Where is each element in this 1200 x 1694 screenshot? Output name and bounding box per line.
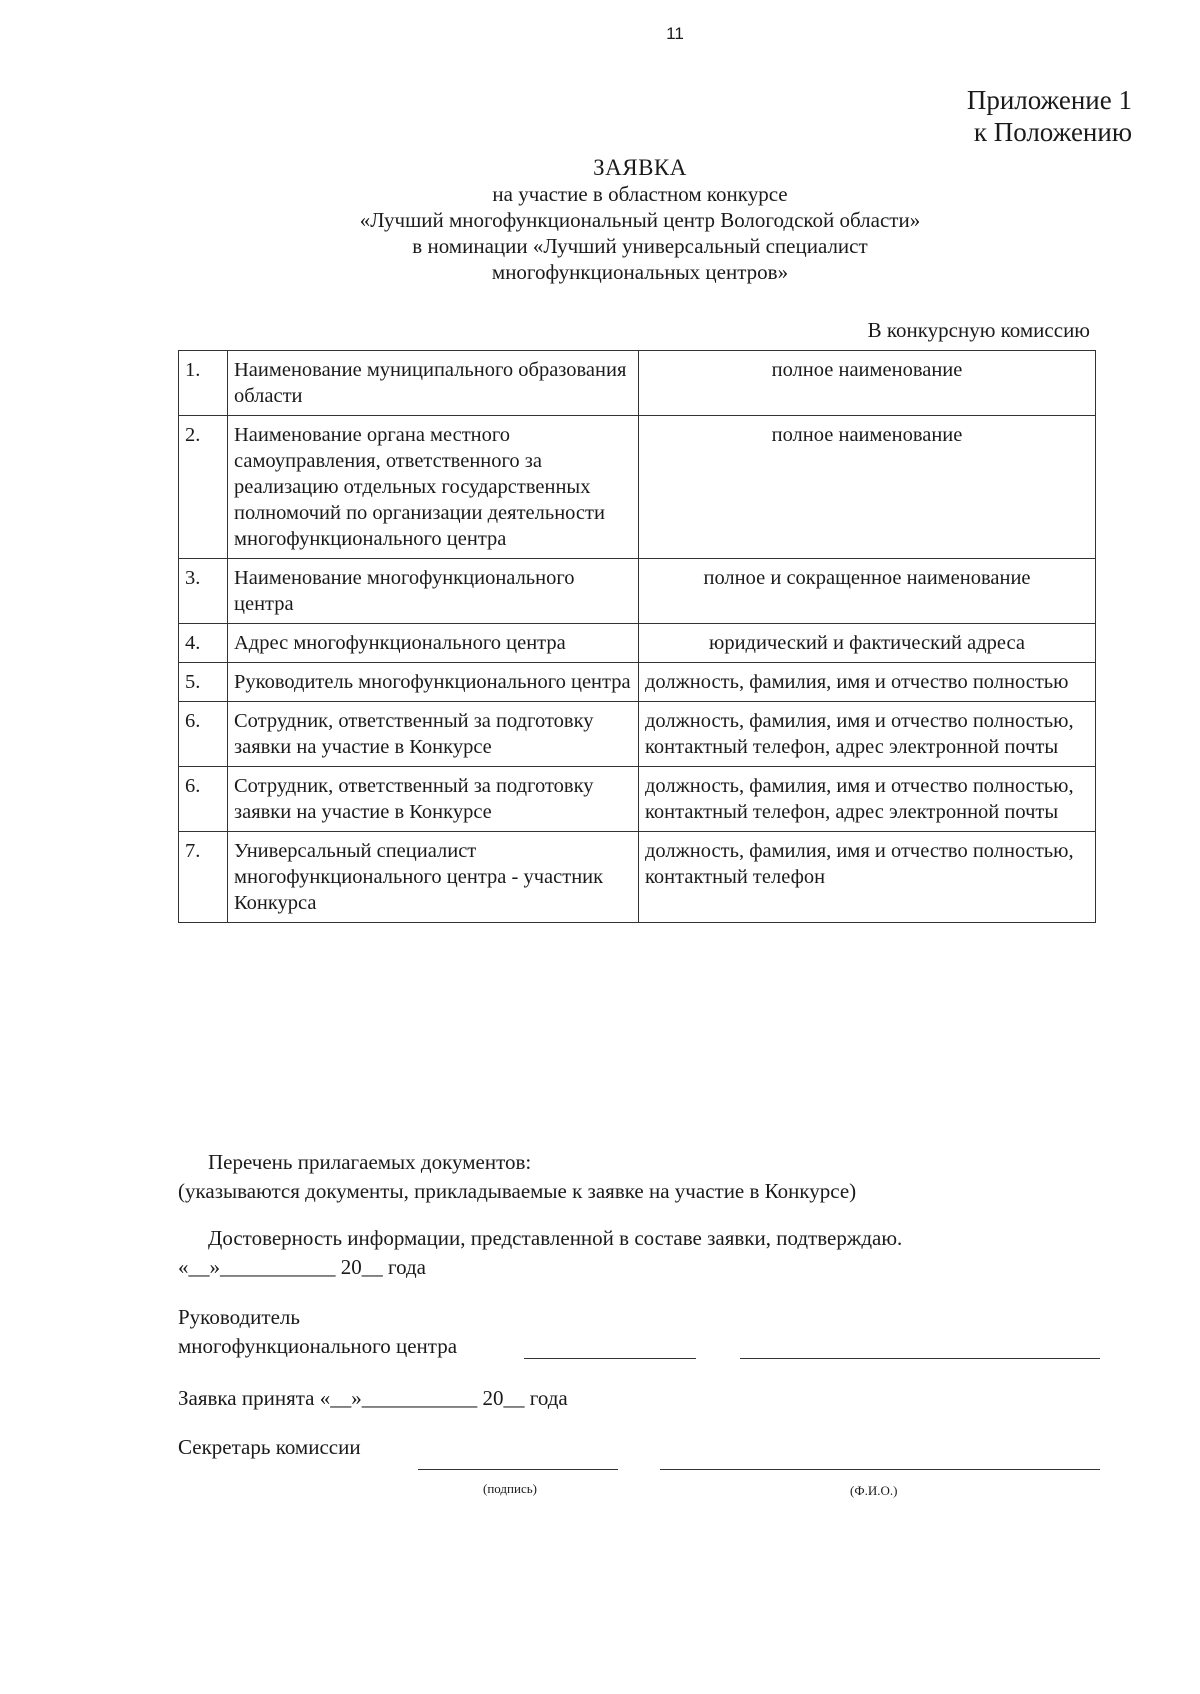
row-number: 2. (179, 416, 228, 559)
accepted-date: Заявка принята «__»___________ 20__ года (178, 1386, 568, 1410)
title-main: ЗАЯВКА (593, 155, 687, 180)
addressee: В конкурсную комиссию (867, 318, 1090, 342)
row-field: Сотрудник, ответственный за подготовку заявки на участие в Конкурсе (228, 767, 639, 832)
secretary-name-line (660, 1469, 1100, 1470)
row-field: Наименование органа местного самоуправления, ответственного за реализацию отдельных государственных полномочий по организации деятельности многофункционального центра (228, 416, 639, 559)
table-row (179, 832, 1096, 923)
row-number: 5. (179, 663, 228, 702)
row-number: 1. (179, 351, 228, 416)
head-signature-label (178, 1303, 457, 1361)
row-field: Адрес многофункционального центра (228, 624, 639, 663)
row-description: должность, фамилия, имя и отчество полностью, контактный телефон, адрес электронной почты (639, 767, 1096, 832)
row-number: 3. (179, 559, 228, 624)
appendix-header (967, 84, 1132, 148)
table-row (179, 663, 1096, 702)
row-number: 7. (179, 832, 228, 923)
application-title (280, 155, 1000, 285)
table-row (179, 702, 1096, 767)
row-description: полное наименование (639, 416, 1096, 559)
table-row (179, 624, 1096, 663)
title-line-4: многофункциональных центров» (491, 260, 789, 284)
row-description: должность, фамилия, имя и отчество полностью, контактный телефон (639, 832, 1096, 923)
name-caption: (Ф.И.О.) (850, 1483, 898, 1498)
row-field: Универсальный специалист многофункционального центра - участник Конкурса (228, 832, 639, 923)
table-row (179, 416, 1096, 559)
table-row (179, 767, 1096, 832)
row-description: полное и сокращенное наименование (639, 559, 1096, 624)
signature-caption: (подпись) (483, 1481, 537, 1496)
row-field: Наименование муниципального образования области (228, 351, 639, 416)
table-row (179, 351, 1096, 416)
page-number: 11 (666, 24, 684, 43)
row-field: Сотрудник, ответственный за подготовку заявки на участие в Конкурсе (228, 702, 639, 767)
appendix-line-1: Приложение 1 (966, 85, 1132, 115)
row-number: 4. (179, 624, 228, 663)
head-signature-line-2: многофункционального центра (178, 1334, 458, 1358)
row-description: юридический и фактический адреса (639, 624, 1096, 663)
head-signature-line-1: Руководитель (178, 1305, 300, 1329)
title-line-1: на участие в областном конкурсе (492, 182, 788, 206)
row-field: Руководитель многофункционального центра (228, 663, 639, 702)
head-name-line (740, 1358, 1100, 1359)
secretary-label: Секретарь комиссии (178, 1435, 361, 1459)
head-signature-line (524, 1358, 696, 1359)
row-description: должность, фамилия, имя и отчество полностью (639, 663, 1096, 702)
attachments-note: (указываются документы, прикладываемые к заявке на участие в Конкурсе) (178, 1179, 857, 1203)
confirmation-date: «__»___________ 20__ года (178, 1255, 426, 1279)
secretary-signature-line (418, 1469, 618, 1470)
confirmation-text: Достоверность информации, представленной в составе заявки, подтверждаю. (208, 1226, 903, 1250)
table-row (179, 559, 1096, 624)
attachments-section (178, 1148, 1098, 1206)
title-line-2: «Лучший многофункциональный центр Вологодской области» (359, 208, 921, 232)
row-number: 6. (179, 767, 228, 832)
row-description: полное наименование (639, 351, 1096, 416)
attachments-heading: Перечень прилагаемых документов: (208, 1150, 532, 1174)
appendix-line-2: к Положению (973, 117, 1132, 147)
row-number: 6. (179, 702, 228, 767)
confirmation-section (178, 1224, 1098, 1282)
row-description: должность, фамилия, имя и отчество полностью, контактный телефон, адрес электронной почты (639, 702, 1096, 767)
row-field: Наименование многофункционального центра (228, 559, 639, 624)
title-line-3: в номинации «Лучший универсальный специалист (412, 234, 868, 258)
application-table (178, 350, 1096, 923)
